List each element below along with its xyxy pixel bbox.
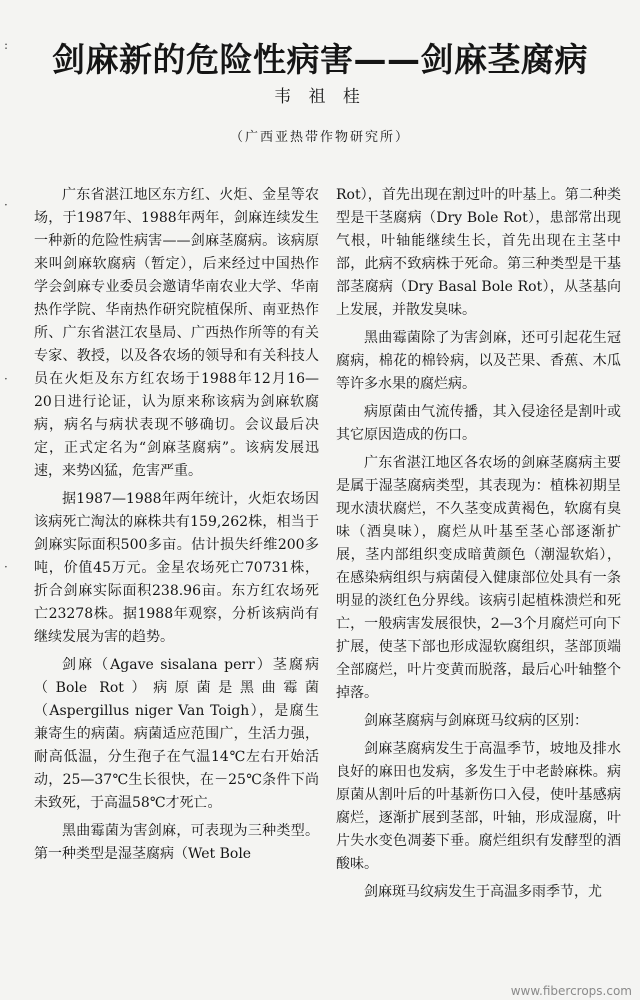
right-column: [336, 184, 621, 909]
paragraph: 剑麻茎腐病与剑麻斑马纹病的区别：: [364, 713, 588, 729]
article-title: 剑麻新的危险性病害——剑麻茎腐病: [52, 40, 588, 80]
paragraph: 剑麻茎腐病发生于高温季节，坡地及排水良好的麻田也发病，多发生于中老龄麻株。病原菌从割叶后的叶基新伤口入侵，使叶基感病腐烂，逐渐扩展到茎部，叶轴，形成湿腐，叶片失水变色凋萎下垂。腐烂组织有发酵型的酒酸味。: [336, 741, 621, 872]
paragraph: 广东省湛江地区各农场的剑麻茎腐病主要是属于湿茎腐病类型，其表现为：植株初期呈现水渍状腐烂，不久茎变成黄褐色，软腐有臭味（酒臭味），腐烂从叶基至茎心部逐渐扩展，茎内部组织变成暗黄颜色（潮湿软焰），在感染病组织与病菌侵入健康部位处具有一条明显的淡红色分界线。该病引起植株溃烂和死亡，一般病害发展很快，2—3个月腐烂可向下扩展，使茎下部也形成湿软腐组织，茎部顶端全部腐烂，叶片变黄而脱落，最后心叶轴整个掉落。: [336, 455, 621, 701]
margin-mark: :: [4, 38, 9, 52]
author-affiliation: （广西亚热带作物研究所）: [229, 130, 410, 145]
author-name: 韦 祖 桂: [274, 87, 366, 107]
paragraph: 据1987—1988年两年统计，火炬农场因该病死亡淘汰的麻株共有159,262株，相当于剑麻实际面积500多亩。估计损失纤维200多吨，价值45万元。金星农场死亡70731株，折合剑麻实际面积238.96亩。东方红农场死亡23278株。据1988年观察，分析该病尚有继续发展为害的趋势。: [34, 491, 319, 645]
margin-mark: ·: [4, 198, 8, 212]
paragraph: 剑麻斑马纹病发生于高温多雨季节，尤: [364, 884, 602, 900]
margin-mark: ·: [4, 372, 8, 386]
margin-mark: ·: [4, 560, 8, 574]
paragraph: 病原菌由气流传播，其入侵途径是割叶或其它原因造成的伤口。: [336, 404, 621, 443]
paragraph: 黑曲霉菌为害剑麻，可表现为三种类型。第一种类型是湿茎腐病（Wet Bole: [34, 823, 319, 862]
paragraph: 剑麻（Agave sisalana perr）茎腐病（Bole Rot）病原菌是黑曲霉菌（Aspergillus niger Van Toigh），是腐生兼寄生的病菌。病菌适应范围广，生活力强，耐高低温，分生孢子在气温14℃左右开始活动，25—37℃生长很快，在－25℃条件下尚未致死，于高温58℃才死亡。: [34, 657, 319, 811]
site-watermark: www.fibercrops.com: [510, 984, 632, 998]
paragraph: 广东省湛江地区东方红、火炬、金星等农场，于1987年、1988年两年，剑麻连续发生一种新的危险性病害——剑麻茎腐病。该病原来叫剑麻软腐病（暂定），后来经过中国热作学会剑麻专业委员会邀请华南农业大学、华南热作学院、华南热作研究院植保所、南亚热作所、广东省湛江农垦局、广西热作所等的有关专家、教授，以及各农场的领导和有关科技人员在火炬及东方红农场于1988年12月16—20日进行论证，认为原来称该病为剑麻软腐病，病名与病状表现不够确切。会议最后决定，正式定名为“剑麻茎腐病”。该病发展迅速，来势凶猛，危害严重。: [34, 187, 319, 479]
paragraph: 黑曲霉菌除了为害剑麻，还可引起花生冠腐病，棉花的棉铃病，以及芒果、香蕉、木瓜等许多水果的腐烂病。: [336, 330, 621, 392]
paragraph: Rot），首先出现在割过叶的叶基上。第二种类型是干茎腐病（Dry Bole Rot），患部常出现气根，叶轴能继续生长，首先出现在主茎中部，此病不致病株于死命。第三种类型是干基部茎腐病（Dry Basal Bole Rot），从茎基向上发展，并散发臭味。: [336, 187, 621, 318]
left-column: [34, 184, 319, 871]
